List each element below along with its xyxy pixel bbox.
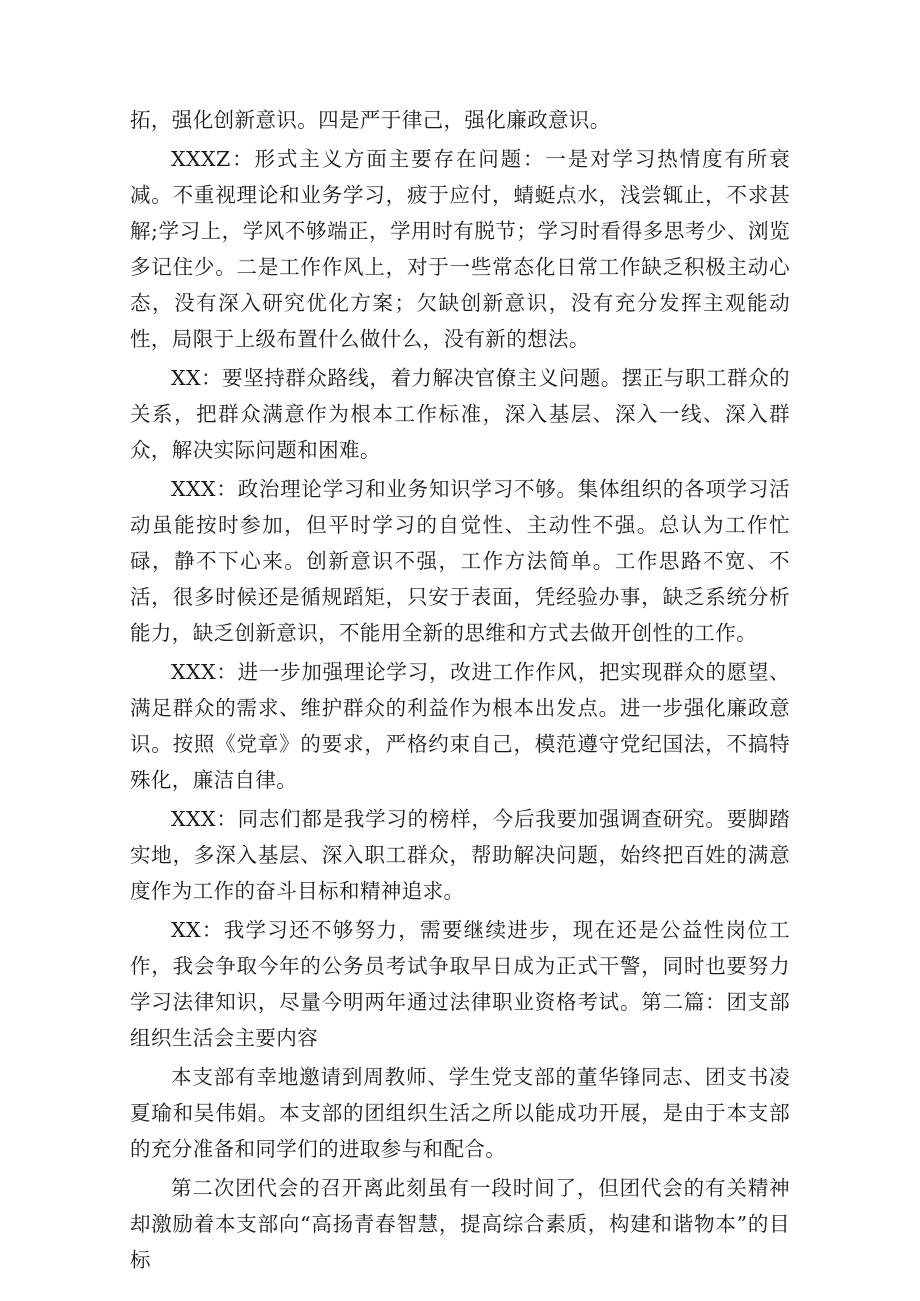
paragraph-xxxz: XXXZ：形式主义方面主要存在问题：一是对学习热情度有所衰减。不重视理论和业务学习，疲于应付，蜻蜓点水，浅尝辄止，不求甚解;学习上，学风不够端正，学用时有脱节；学习时看得多思考少、浏览多记住少。二是工作作风上，对于一些常态化日常工作缺乏积极主动心态，没有深入研究优化方案；欠缺创新意识，没有充分发挥主观能动性，局限于上级布置什么做什么，没有新的想法。 bbox=[130, 147, 790, 351]
paragraph-xxx-study: XXX：政治理论学习和业务知识学习不够。集体组织的各项学习活动虽能按时参加，但平时学习的自觉性、主动性不强。总认为工作忙碌，静不下心来。创新意识不强，工作方法简单。工作思路不宽、不活，很多时候还是循规蹈矩，只安于表面，凭经验办事，缺乏系统分析能力，缺乏创新意识，不能用全新的思维和方式去做开创性的工作。 bbox=[130, 477, 790, 645]
paragraph-xx-mass-line: XX：要坚持群众路线，着力解决官僚主义问题。摆正与职工群众的关系，把群众满意作为根本工作标准，深入基层、深入一线、深入群众，解决实际问题和困难。 bbox=[130, 366, 790, 462]
paragraph-branch-invite: 本支部有幸地邀请到周教师、学生党支部的董华锋同志、团支书凌夏瑜和吴伟娟。本支部的团组织生活之所以能成功开展，是由于本支部的充分准备和同学们的进取参与和配合。 bbox=[130, 1065, 790, 1161]
paragraph-xx-effort: XX：我学习还不够努力，需要继续进步，现在还是公益性岗位工作，我会争取今年的公务员考试争取早日成为正式干警，同时也要努力学习法律知识，尽量今明两年通过法律职业资格考试。第二篇：团支部组织生活会主要内容 bbox=[130, 918, 790, 1050]
paragraph-league-congress: 第二次团代会的召开离此刻虽有一段时间了，但团代会的有关精神却激励着本支部向“高扬青春智慧，提高综合素质，构建和谐物本”的目标 bbox=[130, 1176, 790, 1272]
paragraph-xxx-role-model: XXX：同志们都是我学习的榜样，今后我要加强调查研究。要脚踏实地，多深入基层、深入职工群众，帮助解决问题，始终把百姓的满意度作为工作的奋斗目标和精神追求。 bbox=[130, 807, 790, 903]
paragraph-continuation: 拓，强化创新意识。四是严于律己，强化廉政意识。 bbox=[130, 108, 611, 132]
paragraph-xxx-improve: XXX：进一步加强理论学习，改进工作作风，把实现群众的愿望、满足群众的需求、维护群众的利益作为根本出发点。进一步强化廉政意识。按照《党章》的要求，严格约束自己，模范遵守党纪国法，不搞特殊化，廉洁自律。 bbox=[130, 660, 790, 792]
